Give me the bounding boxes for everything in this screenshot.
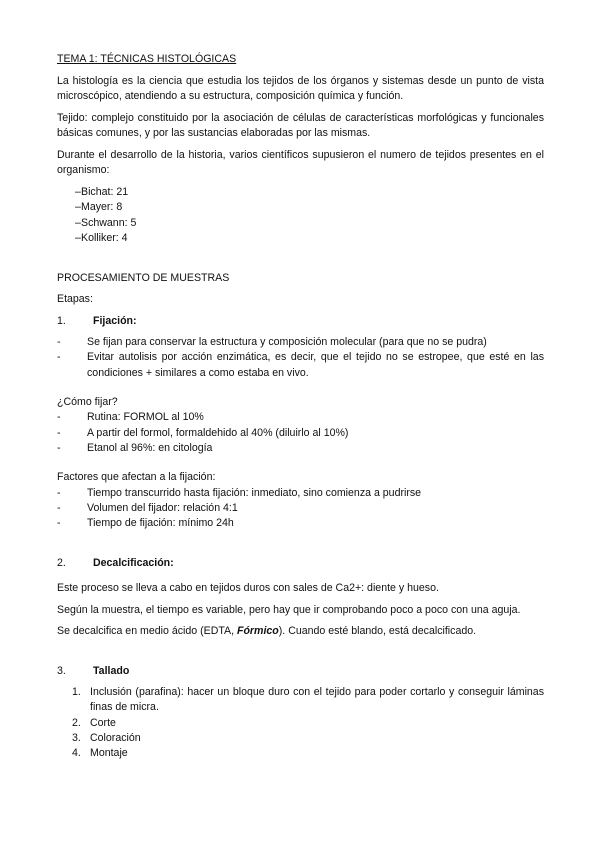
scientists-list bbox=[57, 185, 544, 247]
processing-title: PROCESAMIENTO DE MUESTRAS bbox=[57, 271, 230, 284]
tallado-steps bbox=[57, 685, 544, 761]
list-item: - Tiempo de fijación: mínimo 24h bbox=[57, 517, 234, 530]
list-item: - Evitar autolisis por acción enzimática, es decir, que el tejido no se estropee, que esté en las condiciones + similares a como estaba en vivo. bbox=[57, 351, 544, 379]
decalcificacion-paragraph-3: Se decalcifica en medio ácido (EDTA, Fórmico). Cuando esté blando, está decalcificado. bbox=[57, 625, 477, 638]
document-title: TEMA 1: TÉCNICAS HISTOLÓGICAS bbox=[57, 53, 237, 65]
formico-emphasis: Fórmico bbox=[236, 625, 279, 638]
list-item: - Tiempo transcurrido hasta fijación: inmediato, sino comienza a pudrirse bbox=[57, 486, 422, 499]
fijacion-points bbox=[57, 335, 544, 381]
factors-list bbox=[57, 486, 544, 532]
fijacion-heading: 1. Fijación: bbox=[57, 314, 137, 327]
intro-paragraph-3: Durante el desarrollo de la historia, varios científicos supusieron el numero de tejidos presentes en el organismo: bbox=[57, 148, 544, 176]
list-item: –Bichat: 21 bbox=[75, 185, 129, 198]
list-item: - Rutina: FORMOL al 10% bbox=[57, 411, 204, 424]
decalcificacion-paragraph-1: Este proceso se lleva a cabo en tejidos duros con sales de Ca2+: diente y hueso. bbox=[57, 582, 439, 595]
list-item: –Kolliker: 4 bbox=[75, 232, 128, 244]
stages-label: Etapas: bbox=[57, 293, 93, 305]
intro-paragraph-1: La histología es la ciencia que estudia los tejidos de los órganos y sistemas desde un punto de vista microscópico, atendiendo a su estructura, composición química y función. bbox=[57, 74, 544, 102]
list-item: 2. Corte bbox=[72, 716, 116, 729]
list-item: - Se fijan para conservar la estructura y composición molecular (para que no se pudra) bbox=[57, 336, 487, 348]
how-points bbox=[57, 410, 544, 456]
list-item: - A partir del formol, formaldehido al 40% (diluirlo al 10%) bbox=[57, 426, 349, 439]
list-item: –Schwann: 5 bbox=[75, 216, 137, 229]
tallado-heading: 3. Tallado bbox=[57, 664, 130, 677]
intro-paragraph-2: Tejido: complejo constituido por la asociación de células de características morfológicas y funcionales básicas comunes, y por las sustancias elaboradas por las mismas. bbox=[57, 111, 544, 139]
decalcificacion-paragraph-2: Según la muestra, el tiempo es variable, pero hay que ir comprobando poco a poco con una aguja. bbox=[57, 603, 521, 616]
list-item: - Volumen del fijador: relación 4:1 bbox=[57, 502, 238, 515]
list-item: 3. Coloración bbox=[72, 732, 141, 745]
decalcificacion-heading: 2. Decalcificación: bbox=[57, 556, 174, 569]
factors-label: Factores que afectan a la fijación: bbox=[57, 471, 216, 484]
list-item: 4. Montaje bbox=[72, 747, 128, 760]
how-question: ¿Cómo fijar? bbox=[57, 395, 118, 408]
list-item: - Etanol al 96%: en citología bbox=[57, 441, 213, 454]
list-item: 1. Inclusión (parafina): hacer un bloque duro con el tejido para poder cortarlo y conseguir láminas finas de micra. bbox=[72, 686, 544, 714]
list-item: –Mayer: 8 bbox=[75, 201, 123, 213]
document-page bbox=[57, 52, 544, 762]
